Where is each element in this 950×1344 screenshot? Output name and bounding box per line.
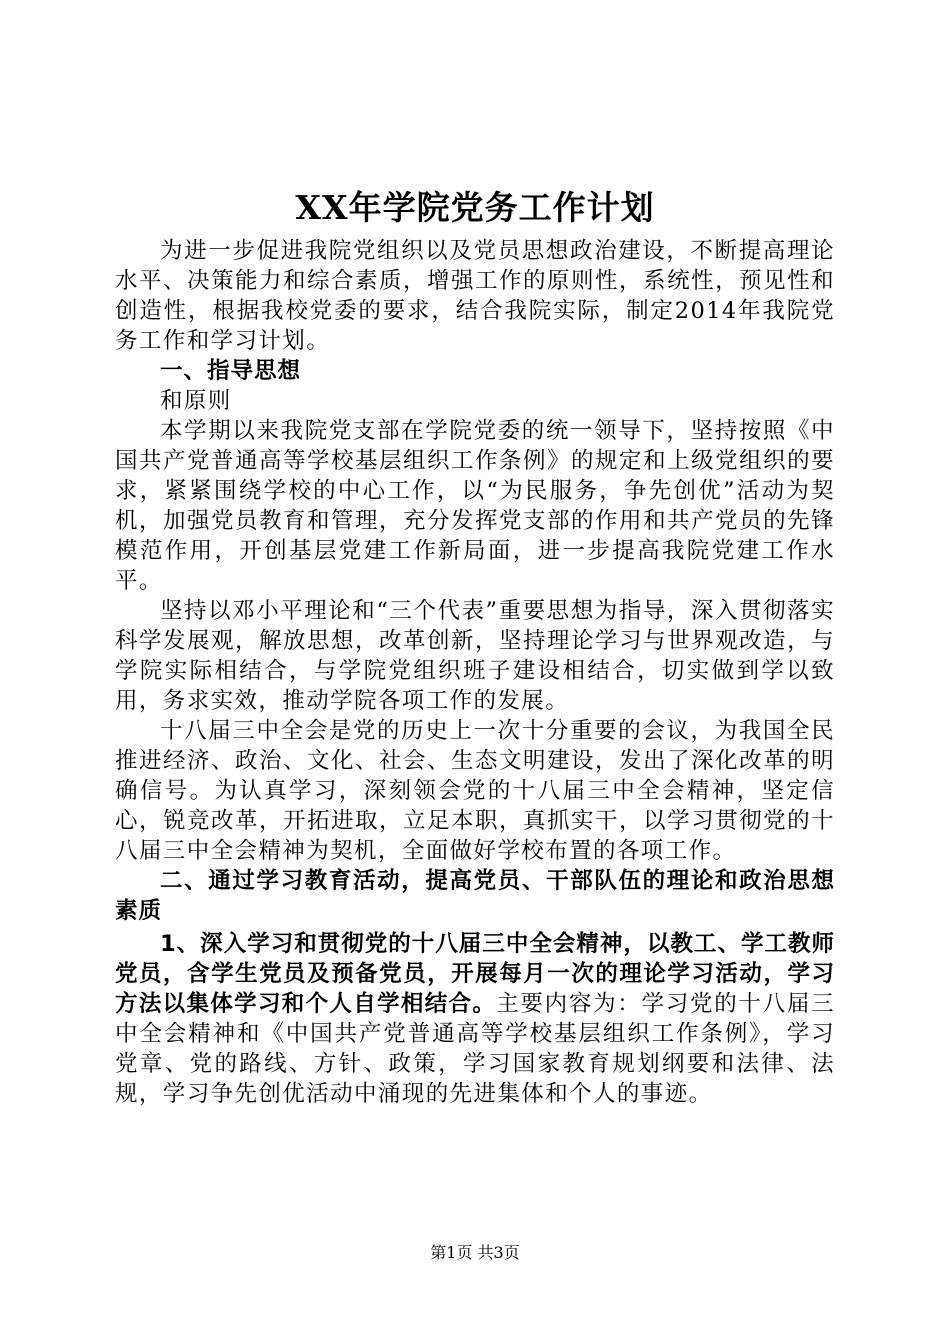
study-item-1 [115,929,835,1109]
document-body [115,236,835,1109]
guiding-paragraph-2: 坚持以邓小平理论和“三个代表”重要思想为指导，深入贯彻落实科学发展观，解放思想，改革创新，坚持理论学习与世界观改造，与学院实际相结合，与学院党组织班子建设相结合，切实做到学以致用，务求实效，推动学院各项工作的发展。 [115,598,835,714]
guiding-paragraph-1: 本学期以来我院党支部在学院党委的统一领导下，坚持按照《中国共产党普通高等学校基层组织工作条例》的规定和上级党组织的要求，紧紧围绕学校的中心工作，以“为民服务，争先创优”活动为契机，加强党员教育和管理，充分发挥党支部的作用和共产党员的先锋模范作用，开创基层党建工作新局面，进一步提高我院党建工作水平。 [115,418,835,594]
page-footer: 第1页 共3页 [430,1243,520,1262]
section-heading-1: 一、指导思想 [160,358,302,384]
section-heading-2: 二、通过学习教育活动，提高党员、干部队伍的理论和政治思想素质 [115,868,835,924]
intro-paragraph: 为进一步促进我院党组织以及党员思想政治建设，不断提高理论水平、决策能力和综合素质，增强工作的原则性，系统性，预见性和创造性，根据我校党委的要求，结合我院实际，制定2014年我院党务工作和学习计划。 [115,238,835,354]
guiding-paragraph-3: 十八届三中全会是党的历史上一次十分重要的会议，为我国全民推进经济、政治、文化、社会、生态文明建设，发出了深化改革的明确信号。为认真学习，深刻领会党的十八届三中全会精神，坚定信心，锐竞改革，开拓进取，立足本职，真抓实干，以学习贯彻党的十八届三中全会精神为契机，全面做好学校布置的各项工作。 [115,718,835,864]
section-heading-1-continuation: 和原则 [160,388,232,414]
document-title: XX年学院党务工作计划 [295,188,655,227]
study-item-1-lead: 1、深入学习和贯彻党的十八届三中全会精神，以教工、学工教师党员，含学生党员及预备党员，开展每月一次的理论学习活动，学习方法以集体学习和个人自学相结合。 [115,931,835,1017]
study-item-1-content: 主要内容为：学习党的十八届三中全会精神和《中国共产党普通高等学校基层组织工作条例》，学习党章、党的路线、方针、政策，学习国家教育规划纲要和法律、法规，学习争先创优活动中涌现的先进集体和个人的事迹。 [115,991,835,1107]
